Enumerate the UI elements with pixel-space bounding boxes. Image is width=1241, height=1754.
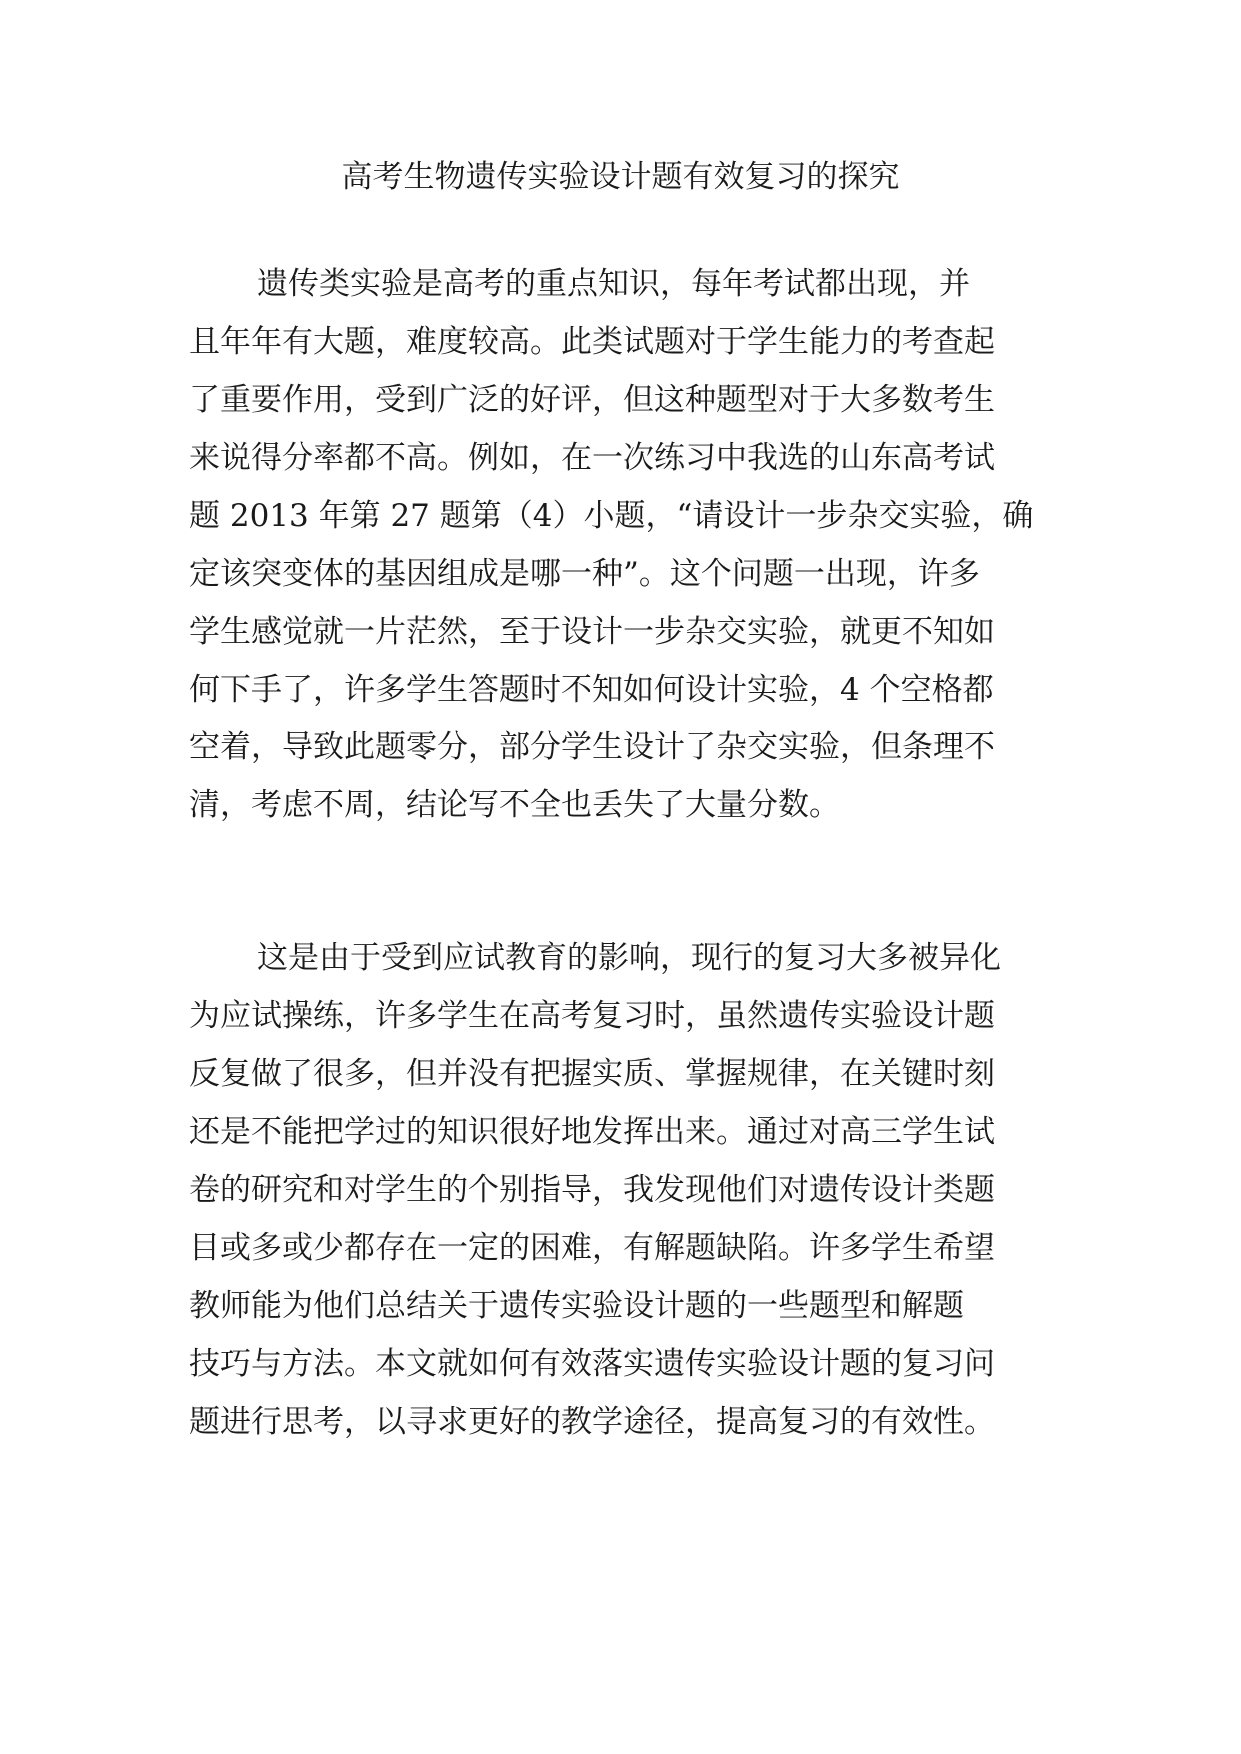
paragraph-line: 反复做了很多，但并没有把握实质、掌握规律，在关键时刻 <box>189 1056 995 1092</box>
paragraph-line: 教师能为他们总结关于遗传实验设计题的一些题型和解题 <box>189 1288 964 1324</box>
paragraph-line: 卷的研究和对学生的个别指导，我发现他们对遗传设计类题 <box>189 1172 995 1208</box>
paragraph-line: 目或多或少都存在一定的困难，有解题缺陷。许多学生希望 <box>189 1230 995 1266</box>
paragraph-line: 这是由于受到应试教育的影响，现行的复习大多被异化 <box>257 940 1001 976</box>
paragraph-line: 为应试操练，许多学生在高考复习时，虽然遗传实验设计题 <box>189 998 995 1034</box>
document-title: 高考生物遗传实验设计题有效复习的探究 <box>341 159 900 195</box>
paragraph-line: 来说得分率都不高。例如，在一次练习中我选的山东高考试 <box>189 440 995 476</box>
paragraph-line: 了重要作用，受到广泛的好评，但这种题型对于大多数考生 <box>189 382 995 418</box>
paragraph-line: 遗传类实验是高考的重点知识，每年考试都出现，并 <box>257 266 970 302</box>
paragraph-line: 还是不能把学过的知识很好地发挥出来。通过对高三学生试 <box>189 1114 995 1150</box>
paragraph-line: 学生感觉就一片茫然，至于设计一步杂交实验，就更不知如 <box>189 614 995 650</box>
paragraph-line: 技巧与方法。本文就如何有效落实遗传实验设计题的复习问 <box>189 1346 995 1382</box>
paragraph-line: 何下手了，许多学生答题时不知如何设计实验，4 个空格都 <box>189 672 994 708</box>
paragraph-line: 题 2013 年第 27 题第（4）小题，“请设计一步杂交实验，确 <box>189 498 1034 534</box>
paragraph-line: 题进行思考，以寻求更好的教学途径，提高复习的有效性。 <box>189 1404 995 1440</box>
paragraph-line: 空着，导致此题零分，部分学生设计了杂交实验，但条理不 <box>189 729 995 765</box>
paragraph-line: 清，考虑不周，结论写不全也丢失了大量分数。 <box>189 787 840 823</box>
paragraph-line: 且年年有大题，难度较高。此类试题对于学生能力的考查起 <box>189 324 995 360</box>
paragraph-line: 定该突变体的基因组成是哪一种”。这个问题一出现，许多 <box>189 556 980 592</box>
